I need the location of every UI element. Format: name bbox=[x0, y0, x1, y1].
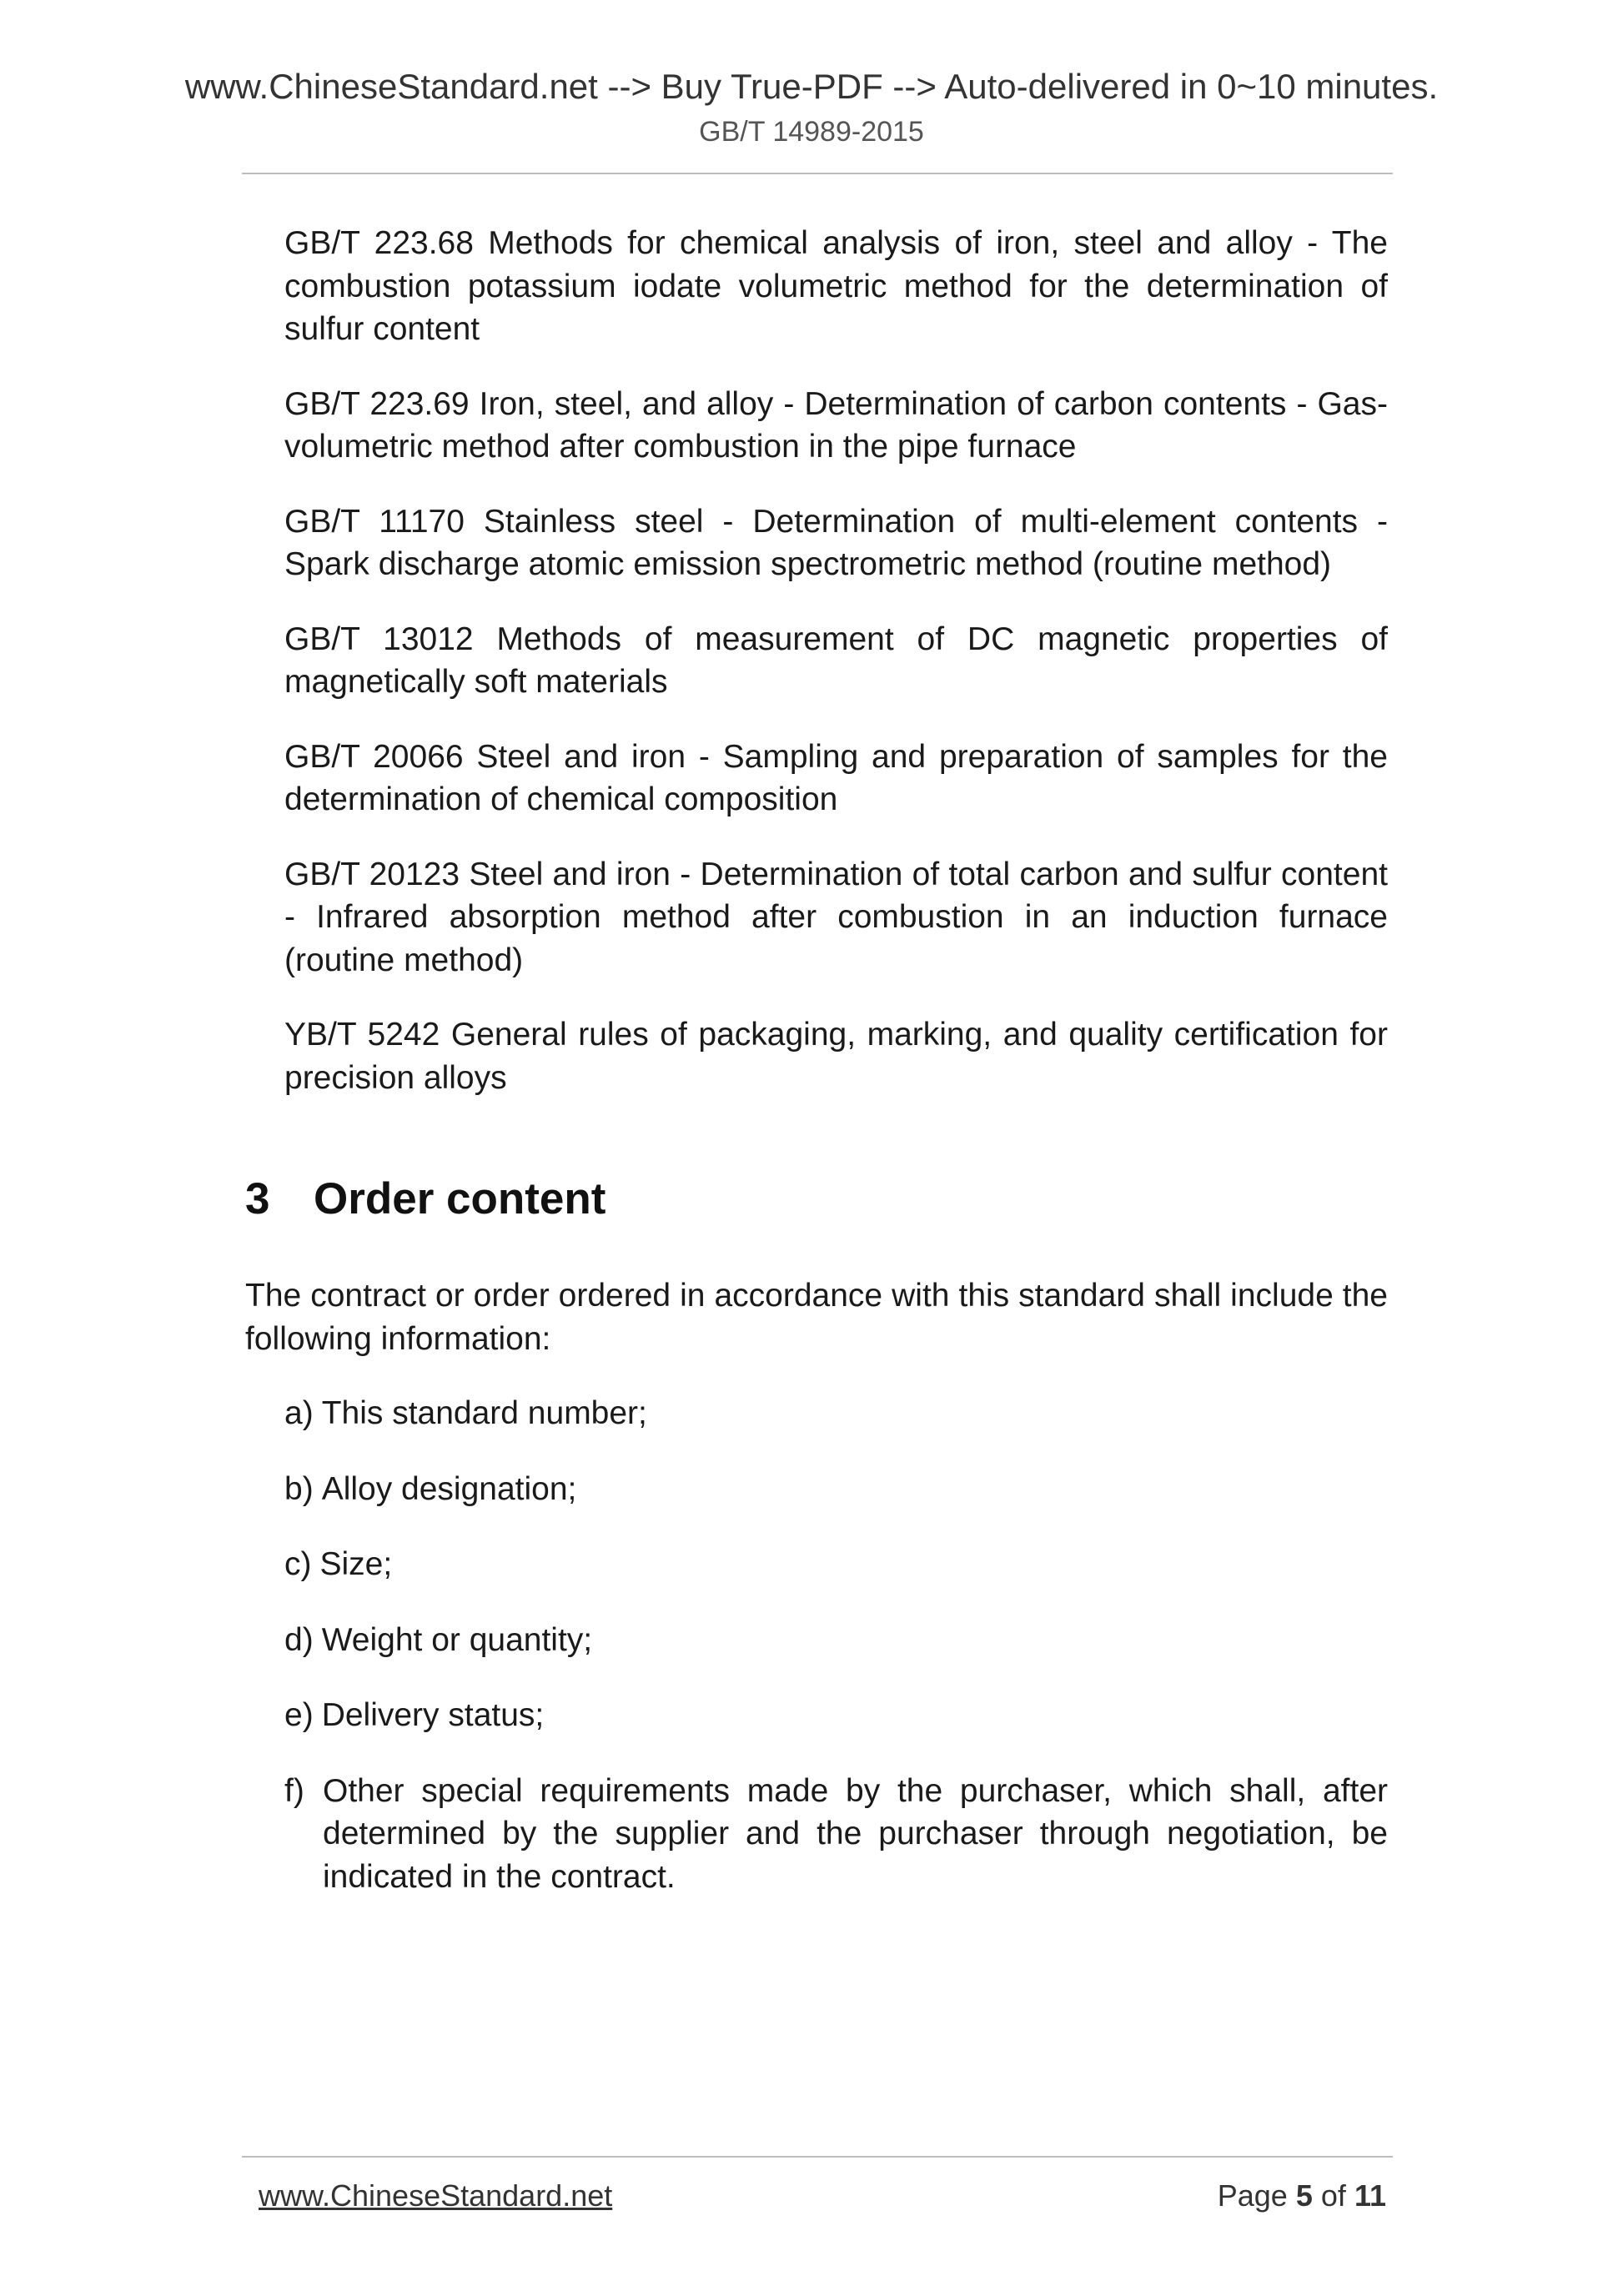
list-item bbox=[284, 1543, 1388, 1586]
list-marker: f) bbox=[284, 1772, 304, 1809]
list-item bbox=[284, 1392, 1388, 1435]
list-marker: a) bbox=[284, 1395, 314, 1431]
list-marker: d) bbox=[284, 1621, 314, 1658]
reference-item: YB/T 5242 General rules of packaging, marking, and quality certification for precision alloys bbox=[284, 1017, 1388, 1096]
page-current: 5 bbox=[1295, 2178, 1313, 2213]
footer-website-link[interactable]: www.ChineseStandard.net bbox=[259, 2178, 613, 2213]
reference-item: GB/T 223.69 Iron, steel, and alloy - Determination of carbon contents - Gas-volumetric method after combustion in the pipe furnace bbox=[284, 385, 1388, 465]
list-text: This standard number; bbox=[321, 1395, 647, 1431]
header-doc-id: GB/T 14989-2015 bbox=[699, 116, 924, 148]
reference-item: GB/T 20066 Steel and iron - Sampling and preparation of samples for the determination of chemical composition bbox=[284, 738, 1388, 817]
reference-item: GB/T 20123 Steel and iron - Determination of total carbon and sulfur content - Infrared absorption method after combustion in an induction furnace (routine method) bbox=[284, 856, 1388, 978]
page-header bbox=[0, 65, 1623, 152]
reference-item: GB/T 223.68 Methods for chemical analysis of iron, steel and alloy - The combustion potassium iodate volumetric method for the determination of sulfur content bbox=[284, 225, 1388, 347]
list-item bbox=[284, 1619, 1388, 1662]
reference-item: GB/T 13012 Methods of measurement of DC magnetic properties of magnetically soft materials bbox=[284, 620, 1388, 700]
page-total: 11 bbox=[1354, 2178, 1386, 2213]
list-text: Delivery status; bbox=[321, 1697, 545, 1733]
reference-item: GB/T 11170 Stainless steel - Determination of multi-element contents - Spark discharge atomic emission spectrometric method (routine method) bbox=[284, 503, 1388, 582]
page-of: of bbox=[1320, 2178, 1346, 2213]
list-marker: e) bbox=[284, 1697, 314, 1733]
section-number: 3 bbox=[245, 1174, 270, 1223]
document-body bbox=[245, 222, 1388, 1931]
list-text: Size; bbox=[319, 1546, 393, 1582]
order-info-list bbox=[245, 1392, 1388, 1898]
list-marker: c) bbox=[284, 1546, 312, 1582]
list-text: Weight or quantity; bbox=[321, 1621, 593, 1658]
reference-list bbox=[245, 222, 1388, 1099]
list-marker: b) bbox=[284, 1470, 314, 1507]
section-intro: The contract or order ordered in accordance with this standard shall include the following information: bbox=[245, 1278, 1388, 1357]
section-heading bbox=[245, 1173, 1388, 1226]
list-text: Alloy designation; bbox=[321, 1470, 577, 1507]
footer-divider bbox=[242, 2156, 1393, 2158]
page-number bbox=[1218, 2177, 1386, 2215]
header-banner: www.ChineseStandard.net --> Buy True-PDF --> Auto-delivered in 0~10 minutes. bbox=[184, 67, 1439, 106]
list-text: Other special requirements made by the purchaser, which shall, after determined by the supplier and the purchaser through negotiation, be indicated in the contract. bbox=[323, 1772, 1388, 1895]
list-item bbox=[284, 1770, 1388, 1899]
header-divider bbox=[242, 173, 1393, 174]
list-item bbox=[284, 1468, 1388, 1511]
list-item bbox=[284, 1694, 1388, 1737]
section-title: Order content bbox=[314, 1174, 606, 1223]
page-prefix: Page bbox=[1217, 2178, 1288, 2213]
